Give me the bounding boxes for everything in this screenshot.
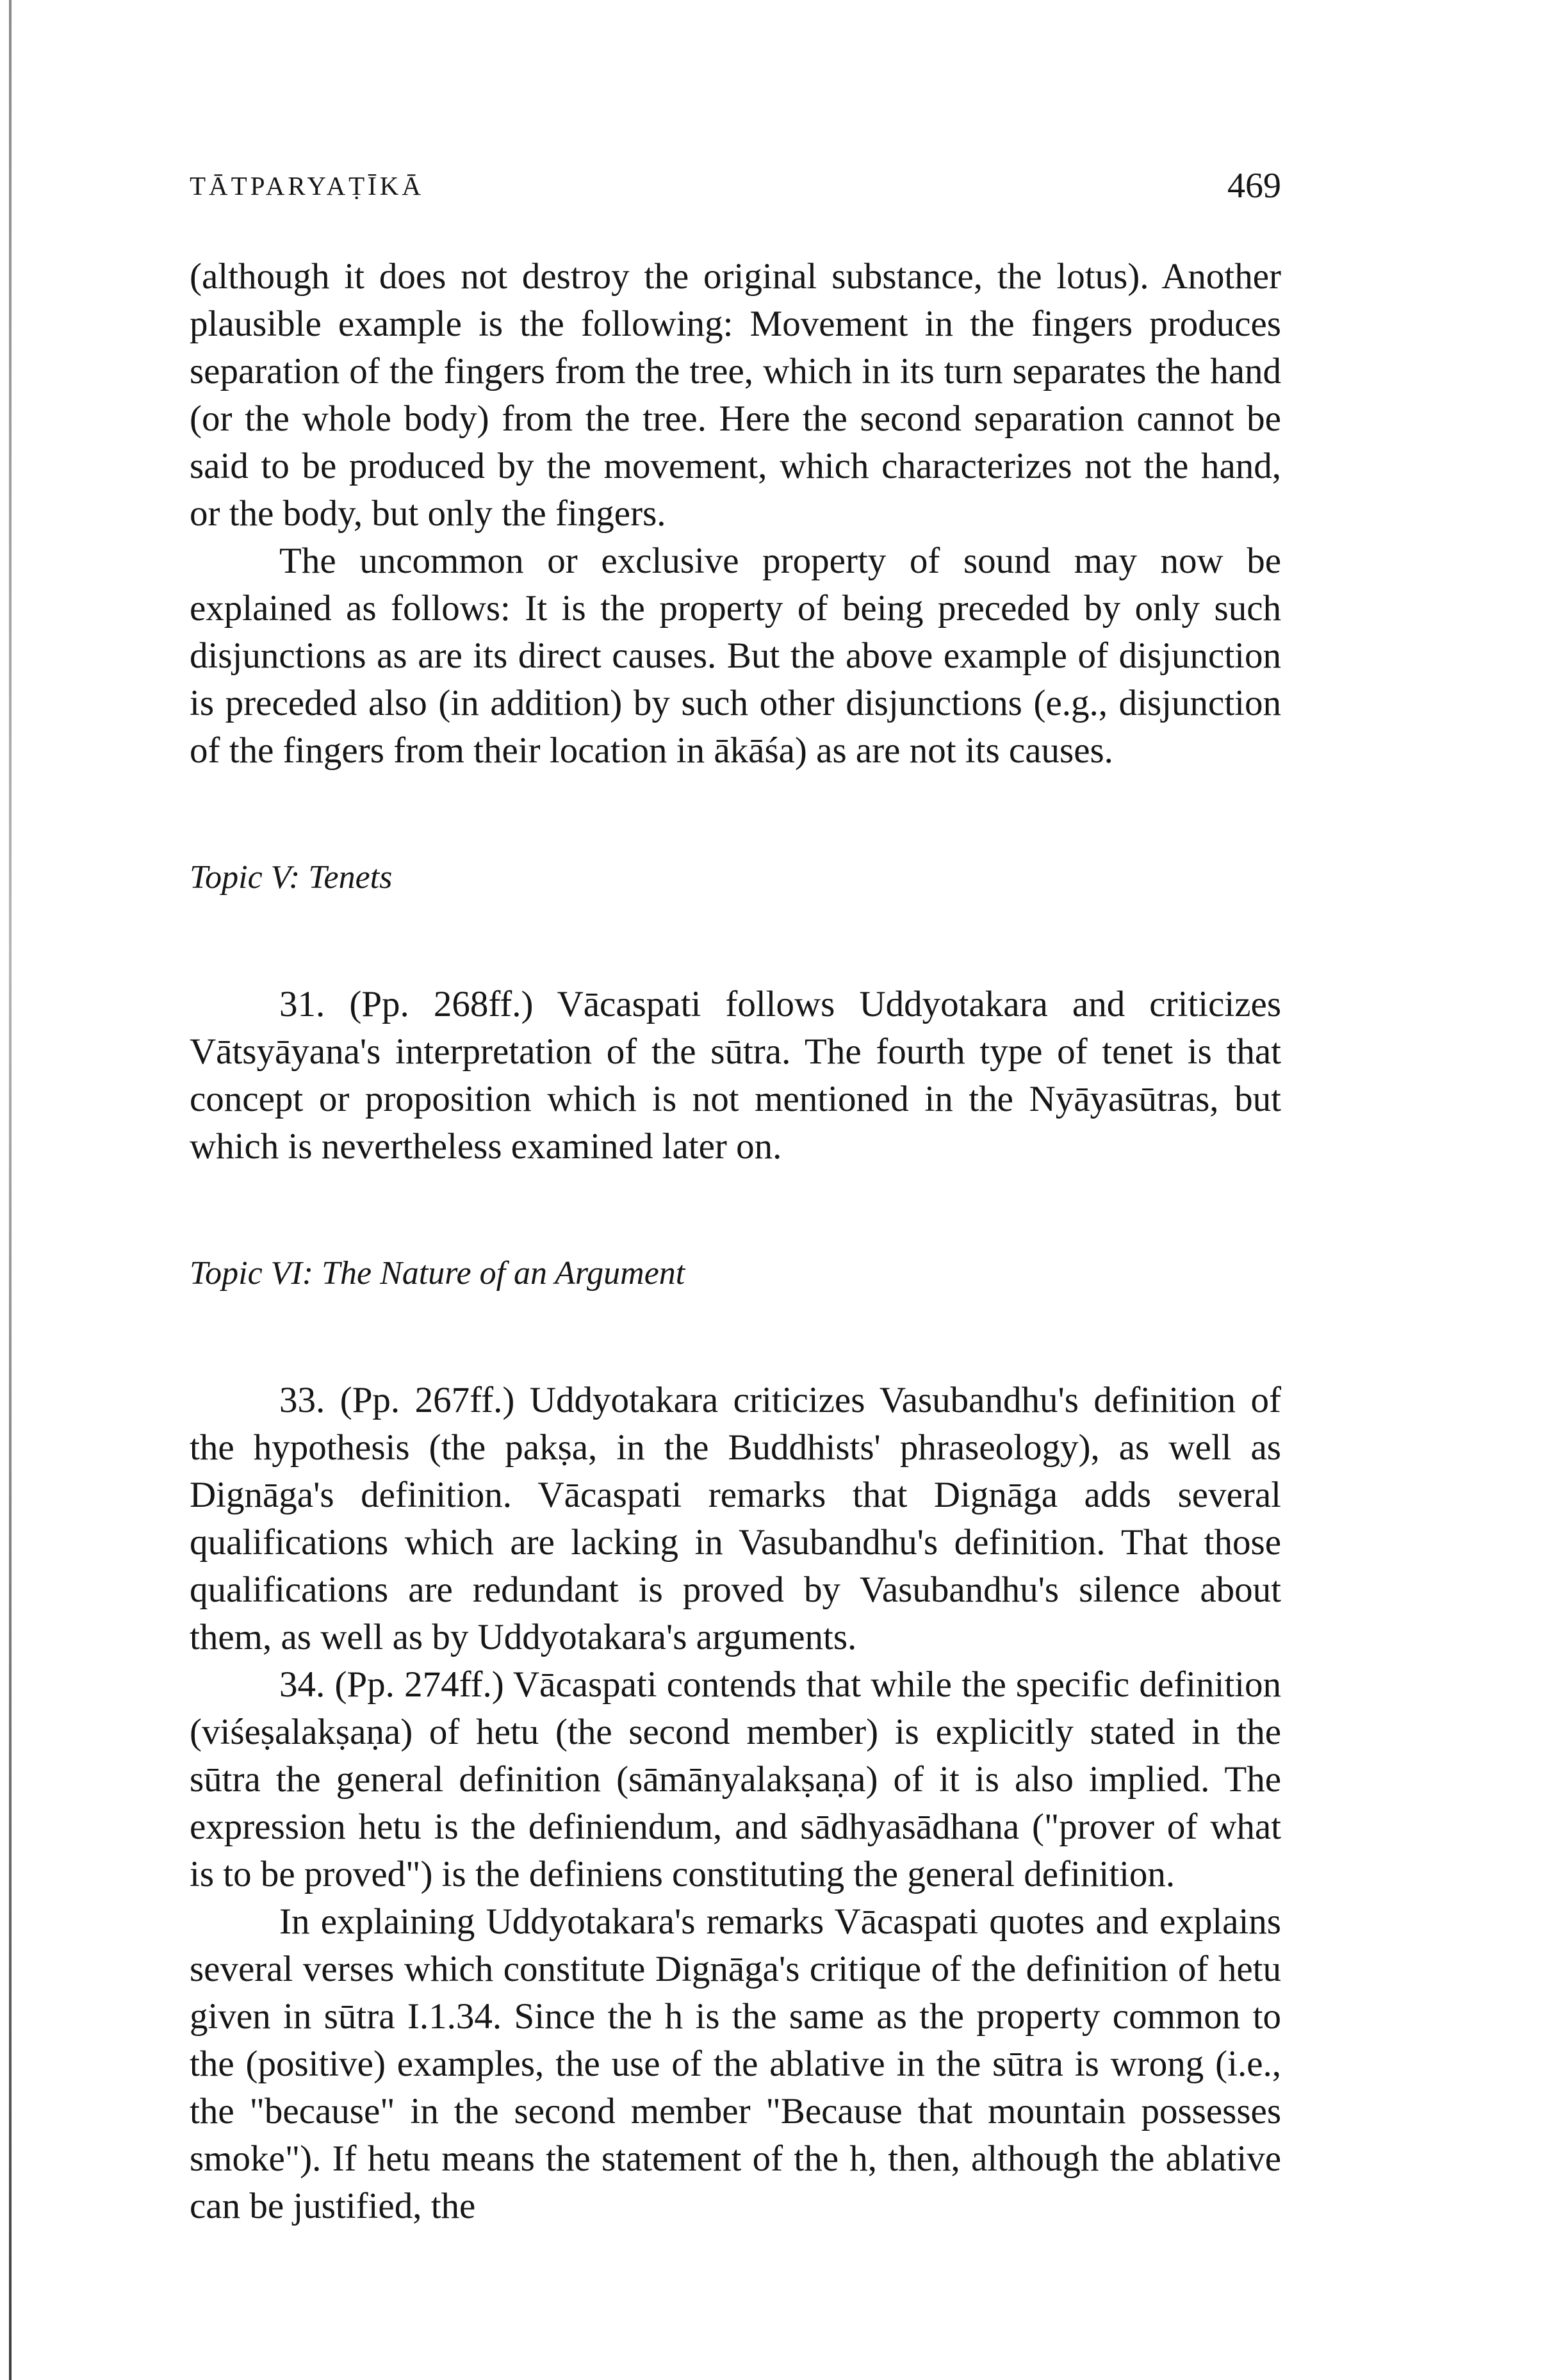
paragraph-continuation: (although it does not destroy the original substance, the lotus). Another plausible example is the following: Movement in the fingers produces separation of the fingers from the tree, which in its turn separates the hand (or the whole body) from the tree. Here the second separation cannot be said to be produced by the movement, which characterizes not the hand, or the body, but only the fingers. — [190, 256, 1281, 534]
page-number: 469 — [1227, 166, 1281, 206]
page-body — [190, 253, 1281, 2230]
paragraph-sound-property: The uncommon or exclusive property of sound may now be explained as follows: It is the property of being preceded by only such disjunctions as are its direct causes. But the above example of disjunction is preceded also (in addition) by such other disjunctions (e.g., disjunction of the fingers from their location in ākāśa) as are not its causes. — [190, 541, 1281, 771]
running-head — [190, 165, 1281, 217]
paragraph-31: 31. (Pp. 268ff.) Vācaspati follows Uddyotakara and criticizes Vātsyāyana's interpretation of the sūtra. The fourth type of tenet is that concept or proposition which is not mentioned in the Nyāyasūtras, but which is nevertheless examined later on. — [190, 984, 1281, 1167]
paragraph-33: 33. (Pp. 267ff.) Uddyotakara criticizes Vasubandhu's definition of the hypothesis (the pakṣa, in the Buddhists' phraseology), as well as Dignāga's definition. Vācaspati remarks that Dignāga adds several qualifications which are lacking in Vasubandhu's definition. That those qualifications are redundant is proved by Vasubandhu's silence about them, as well as by Uddyotakara's arguments. — [190, 1380, 1281, 1657]
section-heading-topic-5: Topic V: Tenets — [190, 859, 393, 896]
section-heading-topic-6: Topic VI: The Nature of an Argument — [190, 1255, 685, 1292]
paragraph-34: 34. (Pp. 274ff.) Vācaspati contends that while the specific definition (viśeṣalakṣaṇa) of hetu (the second member) is explicitly stated in the sūtra the general definition (sāmānyalakṣaṇa) of it is also implied. The expression hetu is the definiendum, and sādhyasādhana ("prover of what is to be proved") is the definiens constituting the general definition. — [190, 1664, 1281, 1894]
paragraph-hetu-critique: In explaining Uddyotakara's remarks Vācaspati quotes and explains several verses which constitute Dignāga's critique of the definition of hetu given in sūtra I.1.34. Since the h is the same as the property common to the (positive) examples, the use of the ablative in the sūtra is wrong (i.e., the "because" in the second member "Because that mountain possesses smoke"). If hetu means the statement of the h, then, although the ablative can be justified, the — [190, 1901, 1281, 2226]
running-title: TĀTPARYAṬĪKĀ — [190, 171, 425, 201]
scan-edge — [9, 0, 12, 2380]
